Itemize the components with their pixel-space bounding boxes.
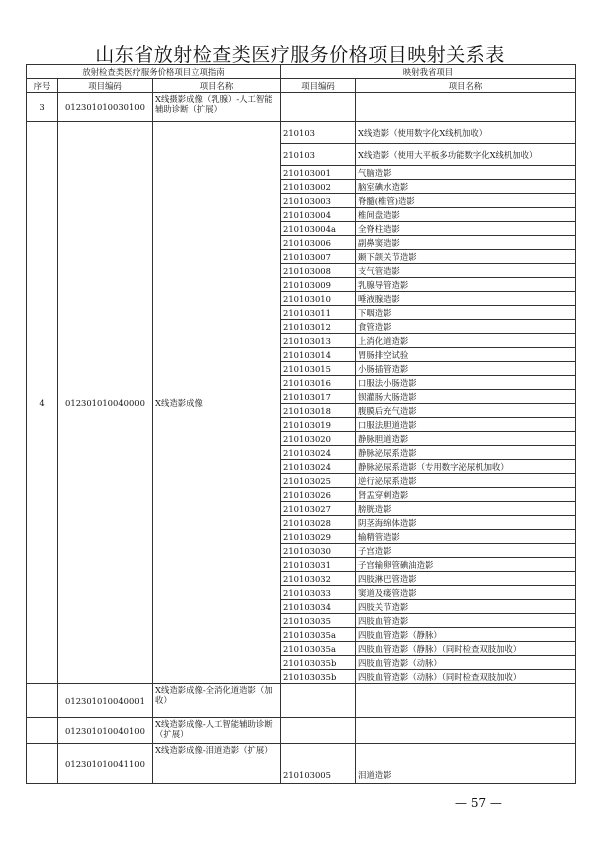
mapped-name-empty	[356, 718, 576, 744]
table-row	[27, 684, 576, 718]
mapped-name: 四肢关节造影	[356, 600, 576, 614]
mapped-code: 210103034	[281, 600, 356, 614]
page-title: 山东省放射检查类医疗服务价格项目映射关系表	[95, 44, 505, 66]
mapped-name: 唾液腺造影	[356, 292, 576, 306]
mapped-code: 210103003	[281, 194, 356, 208]
mapped-code: 210103024	[281, 446, 356, 460]
mapped-code: 210103014	[281, 348, 356, 362]
row-name: X线造影成像-全消化道造影（加收）	[153, 684, 281, 718]
row-seq: 3	[27, 93, 58, 122]
table-row	[27, 718, 576, 744]
mapped-name: 膀胱造影	[356, 502, 576, 516]
mapped-name: 口服法小肠造影	[356, 376, 576, 390]
mapped-name: 窦道及瘘管造影	[356, 586, 576, 600]
col-header-seq: 序号	[27, 79, 58, 93]
col-header-name: 项目名称	[153, 79, 281, 93]
mapped-name: 脊髓(椎管)造影	[356, 194, 576, 208]
mapped-name: 静脉泌尿系造影	[356, 446, 576, 460]
mapped-name: 四肢淋巴管造影	[356, 572, 576, 586]
mapped-code: 210103020	[281, 432, 356, 446]
mapped-name: X线造影（使用数字化X线机加收）	[356, 122, 576, 144]
mapped-name: 阴茎海绵体造影	[356, 516, 576, 530]
mapped-name: 食管造影	[356, 320, 576, 334]
mapped-name: 副鼻窦造影	[356, 236, 576, 250]
mapped-code: 210103031	[281, 558, 356, 572]
row-code: 012301010040100	[58, 718, 153, 744]
mapped-name: 下咽造影	[356, 306, 576, 320]
mapped-code: 210103029	[281, 530, 356, 544]
mapped-code-empty	[281, 93, 356, 122]
row-name: X线造影成像-人工智能辅助诊断（扩展）	[153, 718, 281, 744]
mapped-name: 全脊柱造影	[356, 222, 576, 236]
mapped-code: 210103035	[281, 614, 356, 628]
mapped-name: 脑室碘水造影	[356, 180, 576, 194]
mapped-code: 210103032	[281, 572, 356, 586]
mapped-name: 乳腺导管造影	[356, 278, 576, 292]
mapped-code: 210103012	[281, 320, 356, 334]
mapped-code: 210103009	[281, 278, 356, 292]
mapped-name: 子宫造影	[356, 544, 576, 558]
mapped-name: 支气管造影	[356, 264, 576, 278]
mapped-name: 钡灌肠大肠造影	[356, 390, 576, 404]
left-group-header: 放射检查类医疗服务价格项目立项指南	[27, 65, 281, 79]
mapped-name: 子宫输卵管碘油造影	[356, 558, 576, 572]
mapped-code: 210103004a	[281, 222, 356, 236]
col-header-prov-code: 项目编码	[281, 79, 356, 93]
mapping-table	[26, 64, 576, 784]
right-group-header: 映射我省项目	[281, 65, 576, 79]
mapped-name: 逆行泌尿系造影	[356, 474, 576, 488]
mapped-code: 210103017	[281, 390, 356, 404]
mapped-code: 210103010	[281, 292, 356, 306]
mapped-name: 四肢血管造影	[356, 614, 576, 628]
mapped-code: 210103013	[281, 334, 356, 348]
page-number: — 57 —	[455, 796, 502, 810]
mapped-name: 静脉泌尿系造影（专用数字泌尿机加收）	[356, 460, 576, 474]
mapped-code: 210103016	[281, 376, 356, 390]
row-name: X线摄影成像（乳腺）-人工智能辅助诊断（扩展）	[153, 93, 281, 122]
mapped-code: 210103	[281, 144, 356, 166]
mapped-code: 210103028	[281, 516, 356, 530]
table-row	[27, 744, 576, 784]
row-code: 012301010030100	[58, 93, 153, 122]
col-header-prov-name: 项目名称	[356, 79, 576, 93]
col-header-code: 项目编码	[58, 79, 153, 93]
mapped-name: 上消化道造影	[356, 334, 576, 348]
mapped-code: 210103001	[281, 166, 356, 180]
mapped-code: 210103026	[281, 488, 356, 502]
mapped-name: 气脑造影	[356, 166, 576, 180]
mapped-name: 四肢血管造影（动脉）（同时检查双肢加收）	[356, 670, 576, 684]
mapped-name: 腹膜后充气造影	[356, 404, 576, 418]
table-row	[27, 122, 576, 144]
mapped-code: 210103	[281, 122, 356, 144]
mapped-code: 210103006	[281, 236, 356, 250]
mapped-code: 210103024	[281, 460, 356, 474]
mapped-name-empty	[356, 93, 576, 122]
mapped-code: 210103011	[281, 306, 356, 320]
mapped-code: 210103005	[281, 744, 356, 784]
mapped-code: 210103035b	[281, 656, 356, 670]
mapped-name: 静脉胆道造影	[356, 432, 576, 446]
mapped-name: 四肢血管造影（静脉）	[356, 628, 576, 642]
mapped-code: 210103035b	[281, 670, 356, 684]
mapped-code: 210103025	[281, 474, 356, 488]
mapped-name: 四肢血管造影（静脉）（同时检查双肢加收）	[356, 642, 576, 656]
row-name: X线造影成像-泪道造影（扩展）	[153, 744, 281, 784]
mapped-code: 210103004	[281, 208, 356, 222]
mapped-code: 210103035a	[281, 628, 356, 642]
mapped-code: 210103027	[281, 502, 356, 516]
mapped-code: 210103015	[281, 362, 356, 376]
table-row	[27, 93, 576, 122]
mapped-code: 210103019	[281, 418, 356, 432]
mapped-name: 输精管造影	[356, 530, 576, 544]
mapped-code: 210103033	[281, 586, 356, 600]
mapped-code: 210103008	[281, 264, 356, 278]
mapped-code: 210103002	[281, 180, 356, 194]
row-seq: 4	[27, 122, 58, 684]
mapped-code: 210103035a	[281, 642, 356, 656]
mapped-name: 小肠插管造影	[356, 362, 576, 376]
row-seq	[27, 718, 58, 744]
mapped-name: 肾盂穿刺造影	[356, 488, 576, 502]
mapped-code: 210103007	[281, 250, 356, 264]
mapped-code-empty	[281, 684, 356, 718]
row-code: 012301010040001	[58, 684, 153, 718]
mapped-name: 泪道造影	[356, 744, 576, 784]
row-name: X线造影成像	[153, 122, 281, 684]
mapped-name: 四肢血管造影（动脉）	[356, 656, 576, 670]
mapped-code-empty	[281, 718, 356, 744]
mapped-code: 210103030	[281, 544, 356, 558]
mapped-code: 210103018	[281, 404, 356, 418]
mapped-name: X线造影（使用大平板多功能数字化X线机加收）	[356, 144, 576, 166]
row-code: 012301010041100	[58, 744, 153, 784]
mapped-name: 椎间盘造影	[356, 208, 576, 222]
mapped-name: 胃肠排空试验	[356, 348, 576, 362]
mapped-name: 口服法胆道造影	[356, 418, 576, 432]
mapped-name: 颞下颌关节造影	[356, 250, 576, 264]
row-seq	[27, 744, 58, 784]
row-code: 012301010040000	[58, 122, 153, 684]
row-seq	[27, 684, 58, 718]
mapped-name-empty	[356, 684, 576, 718]
